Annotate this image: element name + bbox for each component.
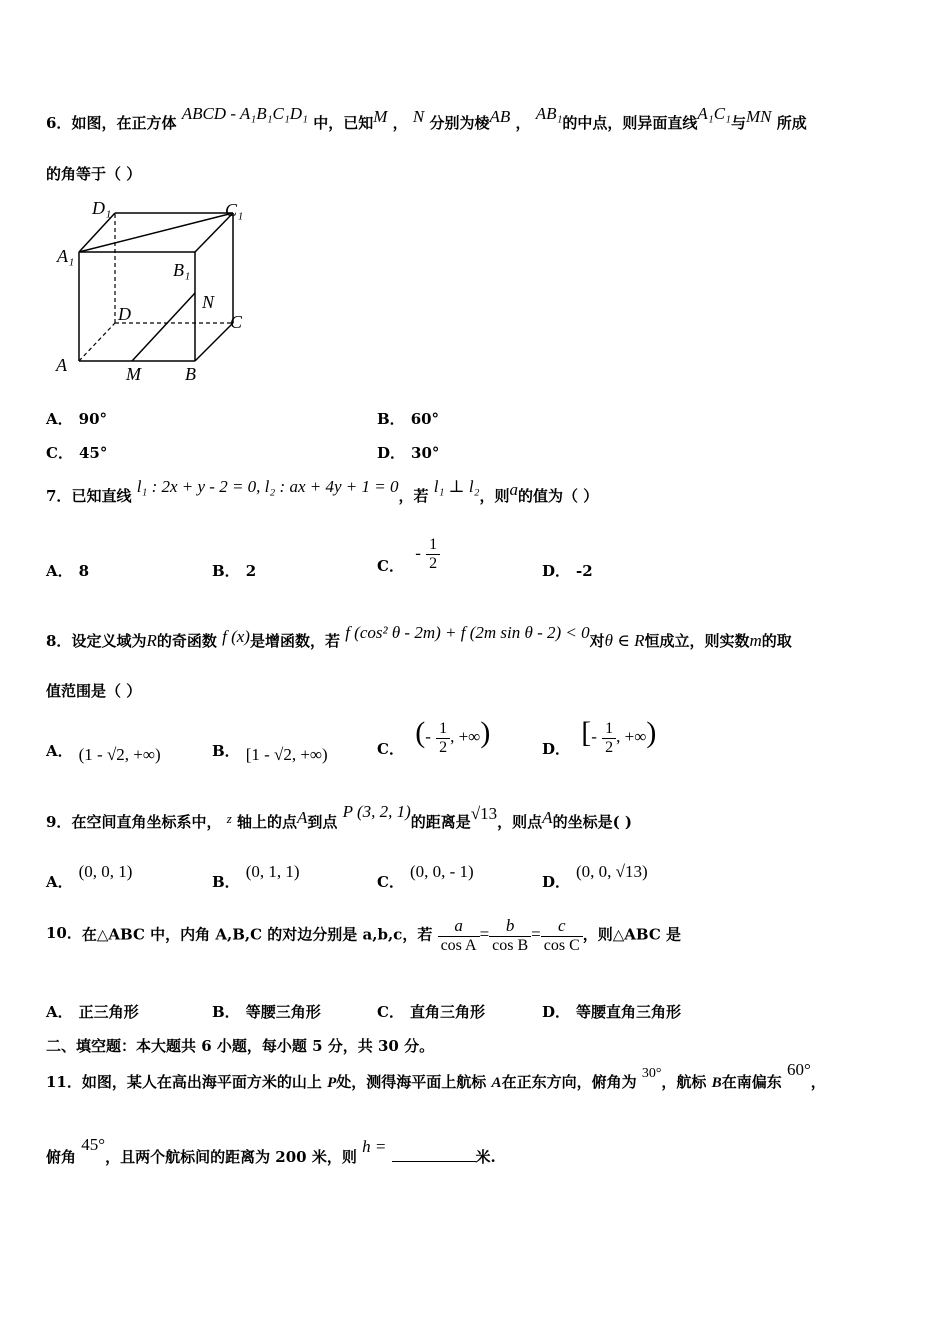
q10-option-a[interactable]: A． 正三角形	[46, 1003, 139, 1021]
edge-b-c	[195, 323, 233, 361]
q6-number: 6．	[46, 114, 72, 132]
label-a1: A₁	[57, 246, 75, 266]
label-m: M	[126, 364, 141, 384]
q7-lines-equations: l₁ : 2x + y - 2 = 0, l₂ : ax + 4y + 1 = 0	[136, 477, 399, 496]
q8-line2: 值范围是（ ）	[46, 682, 142, 700]
q10-option-c[interactable]: C． 直角三角形	[377, 1003, 485, 1021]
q10-line: 10．在△ABC 中，内角 A,B,C 的对边分别是 a,b,c，若 $\frac{a}{\text{cos A}}$ = $\frac{b}{\text{cos B}}$ = $\frac{c}{\text{cos C}}$ ，则△ABC 是	[46, 916, 682, 954]
q8-option-d[interactable]: D． [- $\frac{1}{2}$ , +∞)	[542, 716, 657, 758]
label-d: D	[118, 304, 131, 324]
cube-figure	[52, 196, 262, 386]
edge-a-d	[79, 323, 115, 361]
q11-line1: 11．如图，某人在高出海平面方米的山上 P处，测得海平面上航标 A在正东方向，俯角为 30°，航标 B在南偏东 60°，	[46, 1060, 826, 1091]
q11-line2: 俯角 45°，且两个航标间的距离为 200 米，则 h = 米.	[46, 1135, 496, 1166]
edge-a1-d1	[79, 213, 115, 252]
section-2-heading: 二、填空题：本大题共 6 小题，每小题 5 分，共 30 分。	[46, 1037, 435, 1055]
q6-option-d[interactable]: D． 30°	[377, 444, 440, 462]
q8-inequality: f (cos² θ - 2m) + f (2m sin θ - 2) < 0	[345, 623, 590, 642]
q10-option-d[interactable]: D． 等腰直角三角形	[542, 1003, 682, 1021]
label-b1: B₁	[173, 260, 191, 280]
q9-option-b[interactable]: B．(0, 1, 1)	[212, 862, 300, 891]
q6-option-a[interactable]: A． 90°	[46, 410, 108, 428]
label-b: B	[185, 364, 196, 384]
label-a: A	[56, 355, 67, 375]
q8-option-a[interactable]: A． (1 - √2, +∞)	[46, 742, 161, 764]
q7-option-d[interactable]: D． -2	[542, 562, 593, 580]
q8-line1: 8．设定义域为R的奇函数 f (x)是增函数，若 f (cos² θ - 2m) + f (2m sin θ - 2) < 0对θ ∈ R恒成立，则实数m的取	[46, 623, 792, 650]
edge-a1-c1	[79, 213, 233, 252]
q9-option-a[interactable]: A．(0, 0, 1)	[46, 862, 133, 891]
q9-option-d[interactable]: D．(0, 0, √13)	[542, 862, 648, 891]
q8-option-c[interactable]: C． (- $\frac{1}{2}$ , +∞)	[377, 716, 491, 758]
q6-line2: 的角等于（ ）	[46, 165, 142, 183]
q10-option-b[interactable]: B． 等腰三角形	[212, 1003, 321, 1021]
q7-option-b[interactable]: B． 2	[212, 562, 257, 580]
q9-line: 9．在空间直角坐标系中， z 轴上的点A到点 P (3, 2, 1)的距离是√13，则点A的坐标是( )	[46, 802, 632, 831]
q7-option-c[interactable]: C． - $\frac{1}{2}$	[377, 536, 440, 573]
q9-option-c[interactable]: C．(0, 0, - 1)	[377, 862, 474, 891]
label-d1: D₁	[92, 198, 112, 218]
segment-mn	[132, 293, 195, 361]
q6-cube-name: ABCD - A₁B₁C₁D₁	[181, 104, 308, 123]
q7-option-a[interactable]: A． 8	[46, 562, 90, 580]
q6-line1: 6．如图，在正方体 ABCD - A₁B₁C₁D₁ 中，已知M ， N 分别为棱AB ， AB₁的中点，则异面直线A₁C₁与MN 所成	[46, 104, 807, 132]
q6-option-c[interactable]: C． 45°	[46, 444, 108, 462]
q8-option-b[interactable]: B． [1 - √2, +∞)	[212, 742, 328, 764]
label-c: C	[230, 312, 243, 332]
label-n: N	[202, 292, 215, 312]
label-c1: C₁	[225, 200, 244, 220]
q6-option-b[interactable]: B． 60°	[377, 410, 440, 428]
q7-line: 7．已知直线 l₁ : 2x + y - 2 = 0, l₂ : ax + 4y + 1 = 0，若 l₁ ⊥ l₂，则a的值为（ ）	[46, 477, 599, 505]
q11-answer-blank[interactable]	[392, 1161, 476, 1162]
